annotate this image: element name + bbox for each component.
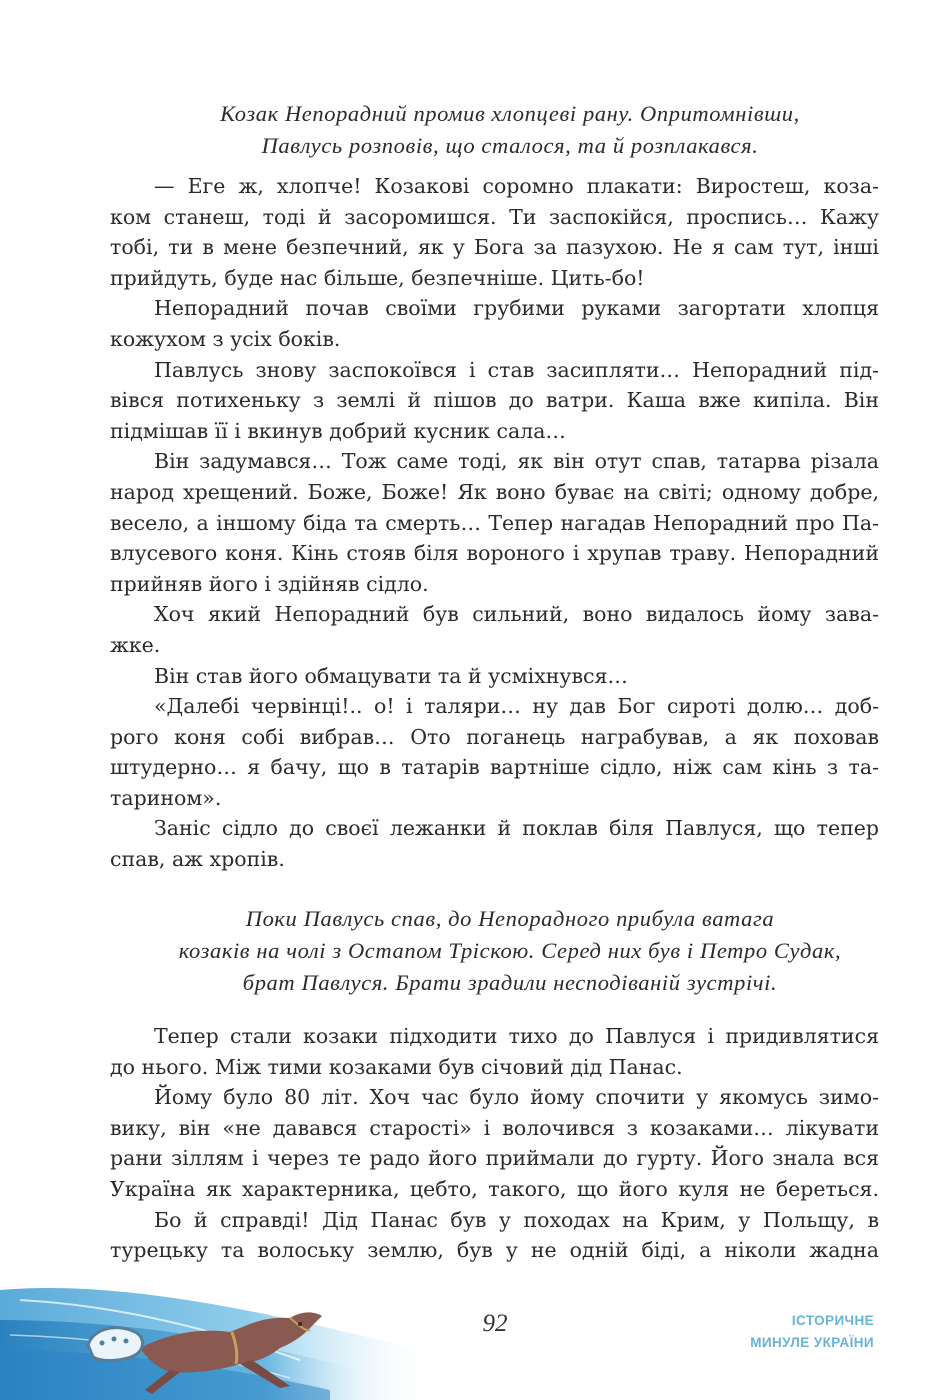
page-number: 92 xyxy=(482,1310,508,1337)
text-line: народ хрещений. Боже, Боже! Як воно буває на світі; одному добре, xyxy=(110,479,879,504)
text-line: штудерно… я бачу, що в татарів вартніше сідло, ніж сам кінь з та- xyxy=(110,755,879,780)
text-line: прийняв його і здійняв сідло. xyxy=(110,571,429,596)
text-line: вику, він «не давався старості» і волочився з козаками… лікувати xyxy=(110,1115,879,1140)
text-line: Павлусь знову заспокоївся і став засипляти… Непорадний під- xyxy=(154,357,879,382)
text-line: весело, а іншому біда та смерть… Тепер нагадав Непорадний про Па- xyxy=(110,510,879,535)
text-line: Хоч який Непорадний був сильний, воно видалось йому зава- xyxy=(154,602,879,627)
text-line: ком станеш, тоді й засоромишся. Ти заспокійся, проспись… Кажу xyxy=(110,204,879,229)
text-line: Бо й справді! Дід Панас був у походах на Крим, у Польщу, в xyxy=(154,1207,879,1232)
story-text-part-2 xyxy=(110,1021,879,1266)
text-line: — Еге ж, хлопче! Козакові соромно плакати: Виростеш, коза- xyxy=(154,174,879,198)
text-line: Він став його обмацувати та й усміхнувся… xyxy=(154,663,628,688)
text-line: прийдуть, буде нас більше, безпечніше. Цить-бо! xyxy=(110,265,645,290)
italic-line: брат Павлуся. Брати зрадили несподіваній зустрічі. xyxy=(242,970,778,995)
text-line: Він задумався… Тож саме тоді, як він отут спав, татарва різала xyxy=(154,449,879,474)
text-line: тарином». xyxy=(110,785,222,810)
text-line: Тепер стали козаки підходити тихо до Павлуся і придивлятися xyxy=(154,1024,879,1048)
story-text-part-1 xyxy=(110,171,879,875)
section-title-line: МИНУЛЕ УКРАЇНИ xyxy=(750,1335,874,1350)
text-line: «Далебі червінці!.. о! і таляри… ну дав Бог сироті долю… доб- xyxy=(154,694,879,719)
section-title-line: ІСТОРИЧНЕ xyxy=(791,1313,874,1328)
text-line: кожухом з усіх боків. xyxy=(110,326,341,351)
text-line: Заніс сідло до своєї лежанки й поклав біля Павлуся, що тепер xyxy=(154,816,879,841)
text-line: Йому було 80 літ. Хоч час було йому спочити у якомусь зимо- xyxy=(154,1085,879,1110)
text-line: тобі, ти в мене безпечний, як у Бога за пазухою. Не я сам тут, інші xyxy=(110,235,879,260)
text-line: підмішав її і вкинув добрий кусник сала… xyxy=(110,418,566,443)
italic-line: Поки Павлусь спав, до Непорадного прибула ватага xyxy=(245,906,775,931)
text-line: спав, аж хропів. xyxy=(110,847,285,872)
italic-line: козаків на чолі з Остапом Тріскою. Серед них був і Петро Судак, xyxy=(178,938,842,963)
text-line: Україна як характерника, цебто, такого, що його куля не береться. xyxy=(110,1176,879,1201)
text-line: вівся потихеньку з землі й пішов до ватри. Каша вже кипіла. Він xyxy=(110,388,879,413)
text-line: турецьку та волоську землю, був у не одній біді, а ніколи жадна xyxy=(110,1238,879,1263)
text-line: жке. xyxy=(110,632,161,657)
italic-line: Павлусь розповів, що сталося, та й розплакався. xyxy=(261,133,759,158)
section-title xyxy=(750,1310,874,1354)
intro-italic-summary xyxy=(100,98,920,162)
text-line: влусевого коня. Кінь стояв біля вороного і хрупав траву. Непорадний xyxy=(110,541,879,566)
mid-italic-summary xyxy=(100,903,920,999)
italic-line: Козак Непорадний промив хлопцеві рану. Опритомнівши, xyxy=(220,101,800,126)
text-line: рани зіллям і через те радо його приймали до гурту. Його знала вся xyxy=(110,1146,879,1171)
text-line: до нього. Між тими козаками був січовий дід Панас. xyxy=(110,1054,683,1079)
text-line: рого коня собі вибрав… Ото поганець награбував, а як поховав xyxy=(110,724,879,749)
text-line: Непорадний почав своїми грубими руками загортати хлопця xyxy=(154,296,879,321)
